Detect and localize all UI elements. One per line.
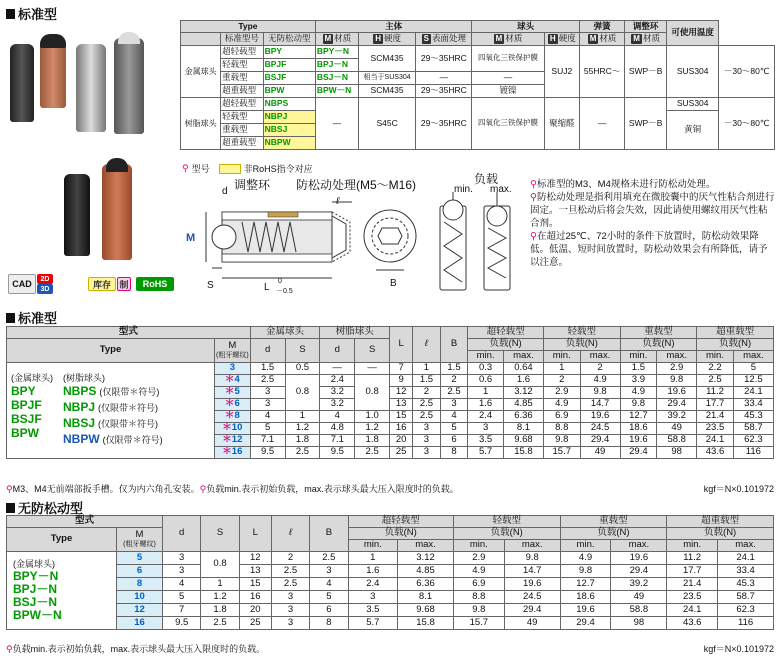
size-cell[interactable]: 3 <box>215 363 251 375</box>
cad-badge[interactable]: CAD <box>8 274 36 294</box>
section-title-std-table: 标准型 <box>6 308 57 327</box>
dim-label-tol-top: 0 <box>278 278 282 285</box>
model-link[interactable]: NBPJ <box>263 111 315 124</box>
type-cell: (金属球头) BPY BPJF BSJF BPW (树脂球头) NBPS (仅限带＊符号) NBPJ (仅限带＊符号) NBSJ (仅限带＊符号) NBPW (仅限带＊符号) <box>7 363 215 459</box>
table-row: ＊6 3 3.2 13 2.5 3 1.6 4.85 4.9 14.7 9.8 29.4 17.7 33.4 <box>7 399 774 411</box>
std-table: 型式 金属球头 树脂球头 L ℓ B 超轻载型 轻载型 重载型 超重载型 Type M (粗牙螺纹) d S d S 负载(N) 负载(N) 负载(N) 负载(N) min. max. min. max. min. max. min. max. (金属球头) BPY BPJF BSJF BPW (树脂球头) NBPS (仅限带＊符号) NBPJ (仅限带＊符号) NBSJ (仅限带＊符号) NBPW (仅限带＊符号) 3 1.5 0.5 — — 7 1 1.5 0.3 0.64 1 2 1.5 2.9 2.2 5 ＊4 2.5 0.8 2.4 0.8 9 1.5 2 0.6 1.6 2 4.9 3.9 9.8 2.5 12.5 ＊5 3 3.2 12 2 2.5 1 3.12 2.9 9.8 4.9 19.6 11.2 24.1 ＊6 3 3.2 13 2.5 3 1.6 4.85 4.9 14.7 9.8 29.4 17.7 33.4 ＊8 4 1 4 1.0 15 2.5 4 2.4 6.36 6.9 19.6 12.7 39.2 21.4 45.3 ＊10 5 1.2 4.8 1.2 16 3 5 3 8.1 8.8 24.5 18.6 49 23.5 58.7 ＊12 7.1 1.8 7.1 1.8 20 3 6 3.5 9.68 9.8 29.4 19.6 58.8 24.1 62.3 ＊16 9.5 2.5 9.5 2.5 25 3 8 5.7 15.8 15.7 49 29.4 98 43.6 116 <box>6 326 774 459</box>
group-resin: 树脂球头 <box>181 98 221 150</box>
model-link[interactable]: BSJ－N <box>13 594 58 609</box>
model-link[interactable]: BPJ－N <box>13 581 58 596</box>
spec-header-std: 标准型号 <box>221 33 263 46</box>
model-link[interactable]: BPJF <box>11 397 42 412</box>
table-row: ＊8 4 1 4 1.0 15 2.5 4 2.4 6.36 6.9 19.6 12.7 39.2 21.4 45.3 <box>7 411 774 423</box>
spec-header-type: Type <box>181 21 316 33</box>
table-row: ＊5 3 3.2 12 2 2.5 1 3.12 2.9 9.8 4.9 19.6 11.2 24.1 <box>7 387 774 399</box>
model-link[interactable]: NBSJ <box>263 124 315 137</box>
make-badge: 制 <box>117 277 131 291</box>
size-cell[interactable]: ＊8 <box>215 411 251 423</box>
std-footnote: ⚲M3、M4无前端部扳手槽。仅为内六角孔安装。⚲负载min.表示初始负载，max.表示球头最大压入限度时的负载。 <box>6 484 459 494</box>
model-link[interactable]: BPW <box>11 425 39 440</box>
model-link[interactable]: NBPW <box>63 431 100 446</box>
std-kgf: kgf＝N×0.101972 <box>703 484 774 494</box>
table-row: ＊16 9.5 2.5 9.5 2.5 25 3 8 5.7 15.8 15.7 49 29.4 98 43.6 116 <box>7 447 774 459</box>
size-cell[interactable]: ＊5 <box>215 387 251 399</box>
dim-label-min: min. <box>454 184 473 195</box>
spec-header-ball: 球头 <box>472 21 580 33</box>
model-link[interactable]: NBPS <box>63 383 97 398</box>
size-cell[interactable]: ＊4 <box>215 375 251 387</box>
group-metal: 金属球头 <box>181 46 221 98</box>
dim-label-tol-bot: －0.5 <box>276 288 293 295</box>
table-row: (金属球头) BPY BPJF BSJF BPW (树脂球头) NBPS (仅限带＊符号) NBPJ (仅限带＊符号) NBSJ (仅限带＊符号) NBPW (仅限带＊符号) 3 1.5 0.5 — — 7 1 1.5 0.3 0.64 1 2 1.5 2.9 2.2 5 <box>7 363 774 375</box>
cad-2d-badge[interactable]: 2D <box>37 274 53 284</box>
stock-badge: 库存 <box>88 277 116 291</box>
table-row: (金属球头) BPY－N BPJ－N BSJ－N BPW－N 5 3 0.8 12 2 2.5 1 3.12 2.9 9.8 4.9 19.6 11.2 24.1 <box>7 552 774 565</box>
dim-label-load: 负载 <box>474 172 499 186</box>
size-cell[interactable]: ＊16 <box>215 447 251 459</box>
spec-header-spring: 弹簧 <box>579 21 624 33</box>
model-link[interactable]: NBPJ <box>63 399 96 414</box>
dim-label-m: M <box>186 232 196 244</box>
model-link[interactable]: BSJ－N <box>315 72 358 85</box>
dim-label-l: ℓ <box>336 196 340 207</box>
table-row: ＊12 7.1 1.8 7.1 1.8 20 3 6 3.5 9.68 9.8 29.4 19.6 58.8 24.1 62.3 <box>7 435 774 447</box>
model-link[interactable]: BPY－N <box>13 568 59 583</box>
rohs-badge: RoHS <box>136 277 174 291</box>
model-link[interactable]: NBPW <box>263 137 315 150</box>
table-row: 8 4 1 15 2.5 4 2.4 6.36 6.9 19.6 12.7 39.2 21.4 45.3 <box>7 578 774 591</box>
section-title-standard: 标准型 <box>6 4 57 23</box>
model-link[interactable]: BPW <box>263 85 315 98</box>
model-link[interactable]: BPY－N <box>315 46 358 59</box>
size-cell[interactable]: ＊6 <box>215 399 251 411</box>
product-photo <box>6 24 174 274</box>
model-link[interactable]: BPW－N <box>13 607 62 622</box>
noloose-table: 型式 d S L ℓ B 超轻载型 轻载型 重载型 超重载型 Type M (粗牙螺纹) 负载(N) 负载(N) 负载(N) 负载(N) min. max. min. max. min. max. min. max. (金属球头) BPY－N BPJ－N BSJ－N BPW－N 5 3 0.8 12 2 2.5 1 3.12 2.9 9.8 4.9 19.6 11.2 24.1 6 3 13 2.5 3 1.6 4.85 4.9 14.7 9.8 29.4 17.7 33.4 8 4 1 15 2.5 4 2.4 6.36 6.9 19.6 12.7 39.2 21.4 45.3 10 5 1.2 16 3 5 3 8.1 8.8 24.5 18.6 49 23.5 58.7 12 7 1.8 20 3 6 3.5 9.68 9.8 29.4 19.6 58.8 24.1 62.3 16 9.5 2.5 25 3 8 5.7 15.8 15.7 49 29.4 98 43.6 116 <box>6 515 774 630</box>
model-link[interactable]: BPW－N <box>315 85 358 98</box>
dim-label-max: max. <box>490 184 512 195</box>
model-link[interactable]: BPJF <box>263 59 315 72</box>
model-link[interactable]: NBSJ <box>63 415 96 430</box>
size-cell[interactable]: 16 <box>117 617 163 630</box>
spec-header-noloose: 无防松动型 <box>263 33 315 46</box>
cad-3d-badge[interactable]: 3D <box>37 284 53 294</box>
dim-label-s: S <box>207 280 214 291</box>
spec-table: Type 主体 球头 弹簧 调整环 可使用温度 标准型号 无防松动型 M 材质 H 硬度 S 表面处理 M 材质 H 硬度 M 材质 M 材质 金属球头 超轻载型 BPY BPY－N SCM435 29～35HRC 四氧化三铁保护膜 SUJ2 55HRC～ SWP－B SUS304 －30～80℃ 轻载型 BPJF BPJ－N 重载型 BSJF BSJ－N 相当于SUS304 — — 超重载型 BPW BPW－N SCM435 29～35HRC 镀镍 树脂球头 超轻载型 NBPS — S45C 29～35HRC 四氧化三铁保护膜 聚缩醛 — SWP－B SUS304 －30～80℃ 轻载型 NBPJ 黄铜 重载型 NBSJ 超重载型 NBPW <box>180 20 775 150</box>
badge-row <box>8 272 178 296</box>
model-link[interactable]: BPJ－N <box>315 59 358 72</box>
model-link[interactable]: BSJF <box>263 72 315 85</box>
noloose-kgf: kgf＝N×0.101972 <box>703 644 774 654</box>
dim-label-d: d <box>222 186 228 197</box>
dim-label-L: L <box>264 282 270 293</box>
size-cell[interactable]: 8 <box>117 578 163 591</box>
type-cell: (金属球头) BPY－N BPJ－N BSJ－N BPW－N <box>7 552 117 630</box>
model-link[interactable]: BSJF <box>11 411 42 426</box>
dim-label-ring: 调整环 <box>234 178 271 192</box>
size-cell[interactable]: 10 <box>117 591 163 604</box>
dim-label-b: B <box>390 278 397 289</box>
legend: ⚲ 型号 非RoHS指令对应 <box>182 163 313 174</box>
table-row: 16 9.5 2.5 25 3 8 5.7 15.8 15.7 49 29.4 98 43.6 116 <box>7 617 774 630</box>
section-title-noloose: 无防松动型 <box>6 498 83 517</box>
spec-header-body: 主体 <box>315 21 472 33</box>
table-row: 6 3 13 2.5 3 1.6 4.85 4.9 14.7 9.8 29.4 17.7 33.4 <box>7 565 774 578</box>
model-link[interactable]: BPY <box>263 46 315 59</box>
size-cell[interactable]: ＊10 <box>215 423 251 435</box>
model-marker-icon: ⚲ <box>182 163 189 173</box>
table-row: 12 7 1.8 20 3 6 3.5 9.68 9.8 29.4 19.6 58.8 24.1 62.3 <box>7 604 774 617</box>
dim-label-anti: 防松动处理(M5～M16) <box>296 178 417 192</box>
spec-header-ring: 调整环 <box>625 21 667 33</box>
size-cell[interactable]: 5 <box>117 552 163 565</box>
table-row: ＊4 2.5 0.8 2.4 0.8 9 1.5 2 0.6 1.6 2 4.9 3.9 9.8 2.5 12.5 <box>7 375 774 387</box>
model-link[interactable]: NBPS <box>263 98 315 111</box>
table-row: ＊10 5 1.2 4.8 1.2 16 3 5 3 8.1 8.8 24.5 18.6 49 23.5 58.7 <box>7 423 774 435</box>
size-cell[interactable]: 6 <box>117 565 163 578</box>
size-cell[interactable]: 12 <box>117 604 163 617</box>
model-link[interactable]: BPY <box>11 383 36 398</box>
size-cell[interactable]: ＊12 <box>215 435 251 447</box>
table-row: 10 5 1.2 16 3 5 3 8.1 8.8 24.5 18.6 49 23.5 58.7 <box>7 591 774 604</box>
spec-header-temp: 可使用温度 <box>667 21 719 46</box>
notes: ⚲标准型的M3、M4规格未进行防松动处理。 ⚲防松动处理是指利用填充在微胶囊中的厌气性粘合剂进行固定。一旦松动后将会失效，因此请使用螺纹用厌气性粘合剂。 ⚲在超过25℃、72小时的条件下放置时，防松动效果降低。低温、短时间放置时，防松动效果会有所降低，请予以注意。 <box>530 179 775 268</box>
noloose-footnote: ⚲负载min.表示初始负载，max.表示球头最大压入限度时的负载。 <box>6 644 266 654</box>
